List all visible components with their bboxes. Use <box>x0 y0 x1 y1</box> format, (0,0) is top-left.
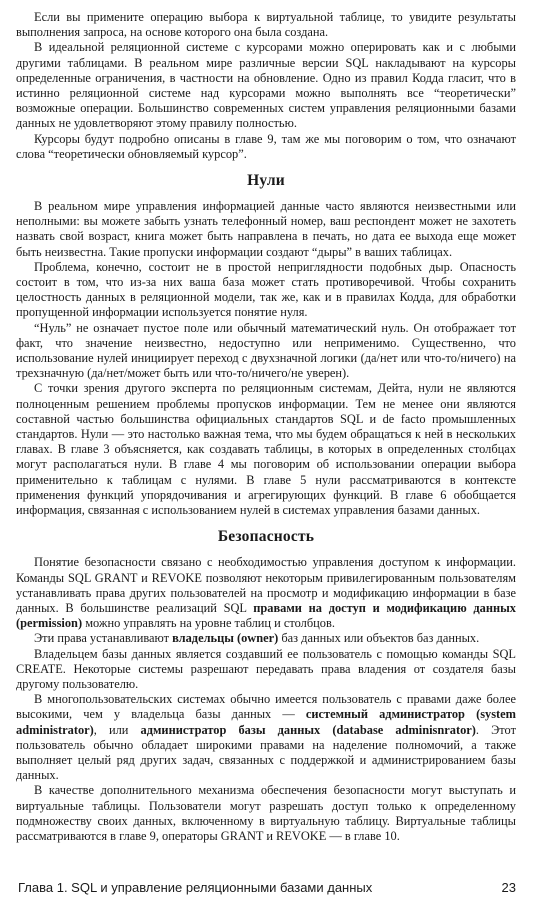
paragraph: В реальном мире управления информацией данные часто являются неизвестными или неполными: вы можете забыть узнать телефонный номер, ваш респондент может не захотеть назвать свой возраст, книга может быть направлена в печать, но дата ее выхода еще может быть неизвестна. Такие пропуски информации создают “дыры” в ваших таблицах. <box>16 199 516 259</box>
paragraph: В качестве дополнительного механизма обеспечения безопасности могут выступать и виртуальные таблицы. Пользователи могут разрешать доступ только к определенному подмножеству своих данных, включенному в виртуальную таблицу. Виртуальные таблицы рассматриваются в главе 9, операторы GRANT и REVOKE — в главе 10. <box>16 783 516 843</box>
page-body <box>16 10 516 844</box>
paragraph: Владельцем базы данных является создавший ее пользователь с помощью команды SQL CREATE. Некоторые системы разрешают передавать права владения от создателя базы другому пользователю. <box>16 646 516 691</box>
text-run: . Этот пользователь обычно обладает широкими правами на наделение полномочий, а также выполняет целый ряд других задач, связанных с поддержкой и администрированием базы данных. <box>16 722 516 783</box>
page-footer <box>18 880 516 895</box>
text-run: , или <box>93 722 141 737</box>
page-number: 23 <box>501 880 516 895</box>
bold-term: владельцы (owner) <box>172 631 279 646</box>
section-heading-nulls: Нули <box>247 172 285 190</box>
paragraph <box>16 692 516 783</box>
bold-term: администратор базы данных (database adminisnrator) <box>140 722 476 737</box>
footer-chapter-title: Глава 1. SQL и управление реляционными базами данных <box>18 880 373 895</box>
text-run: В многопользовательских системах обычно имеется пользователь с правами даже более высокими, чем у владельца базы данных — <box>16 692 516 722</box>
text-run: Понятие безопасности связано с необходимостью управления доступом к информации. Команды SQL GRANT и REVOKE позволяют некоторым привилегированным пользователям устанавливать права других пользователей на просмотр и модификацию информации в базе данных. В большинстве реализаций SQL <box>16 555 516 615</box>
paragraph: С точки зрения другого эксперта по реляционным системам, Дейта, нули не являются полноценным решением проблемы пропусков информации. Тем не менее они являются составной частью большинства официальных стандартов SQL и de facto промышленных стандартов. Нули — это настолько важная тема, что мы будем обращаться к ней в нескольких главах. В главе 3 объясняется, как создавать таблицы, в которых в определенных столбцах могут располагаться нули. В главе 4 мы поговорим об использовании операции выбора применительно к таблицам с нулями. В главе 5 нули рассматриваются в контексте применения функций упорядочивания и агрегирующих функций. В главе 6 обобщается информация, связанная с использованием нулей в системах управления базами данных. <box>16 381 516 518</box>
bold-term: правами на доступ и модификацию данных (permission) <box>16 600 516 631</box>
paragraph: Проблема, конечно, состоит не в простой неприглядности подобных дыр. Опасность состоит в том, что из-за них ваша база может стать противоречивой. Чтобы сохранить целостность данных в реляционной модели, так же, как и в правилах Кодда, для обработки пропущенной информации используется понятие нуля. <box>16 259 516 320</box>
paragraph <box>16 555 516 631</box>
paragraph <box>16 631 516 646</box>
paragraph: “Нуль” не означает пустое поле или обычный математический нуль. Он отображает тот факт, что значение неизвестно, недоступно или неприменимо. Существенно, что использование нулей инициирует переход с двухзначной логики (да/нет или что-то/ничего) на трехзначную (да/нет/может быть или что-то/ничего/не уверен). <box>16 320 516 381</box>
bold-term: системный администратор (system administrator) <box>16 707 516 737</box>
text-run: баз данных или объектов баз данных. <box>278 631 480 646</box>
text-run: можно управлять на уровне таблиц и столбцов. <box>82 616 335 631</box>
text-run: Эти права устанавливают <box>34 631 173 646</box>
section-heading-security: Безопасность <box>217 528 315 546</box>
paragraph: В идеальной реляционной системе с курсорами можно оперировать как и с любыми другими таблицами. В реальном мире различные версии SQL накладывают на курсоры определенные ограничения, в частности на обновление. Одно из правил Кодда гласит, что в истинно реляционной системе над курсорами можно выполнять все “теоретически” возможные операции. Большинство современных систем управления реляционными базами данных не удовлетворяют этому правилу полностью. <box>16 40 516 131</box>
paragraph: Если вы примените операцию выбора к виртуальной таблице, то увидите результаты выполнения запроса, на основе которого она была создана. <box>16 10 516 40</box>
paragraph: Курсоры будут подробно описаны в главе 9, там же мы поговорим о том, что означают слова “теоретически обновляемый курсор”. <box>16 131 516 161</box>
